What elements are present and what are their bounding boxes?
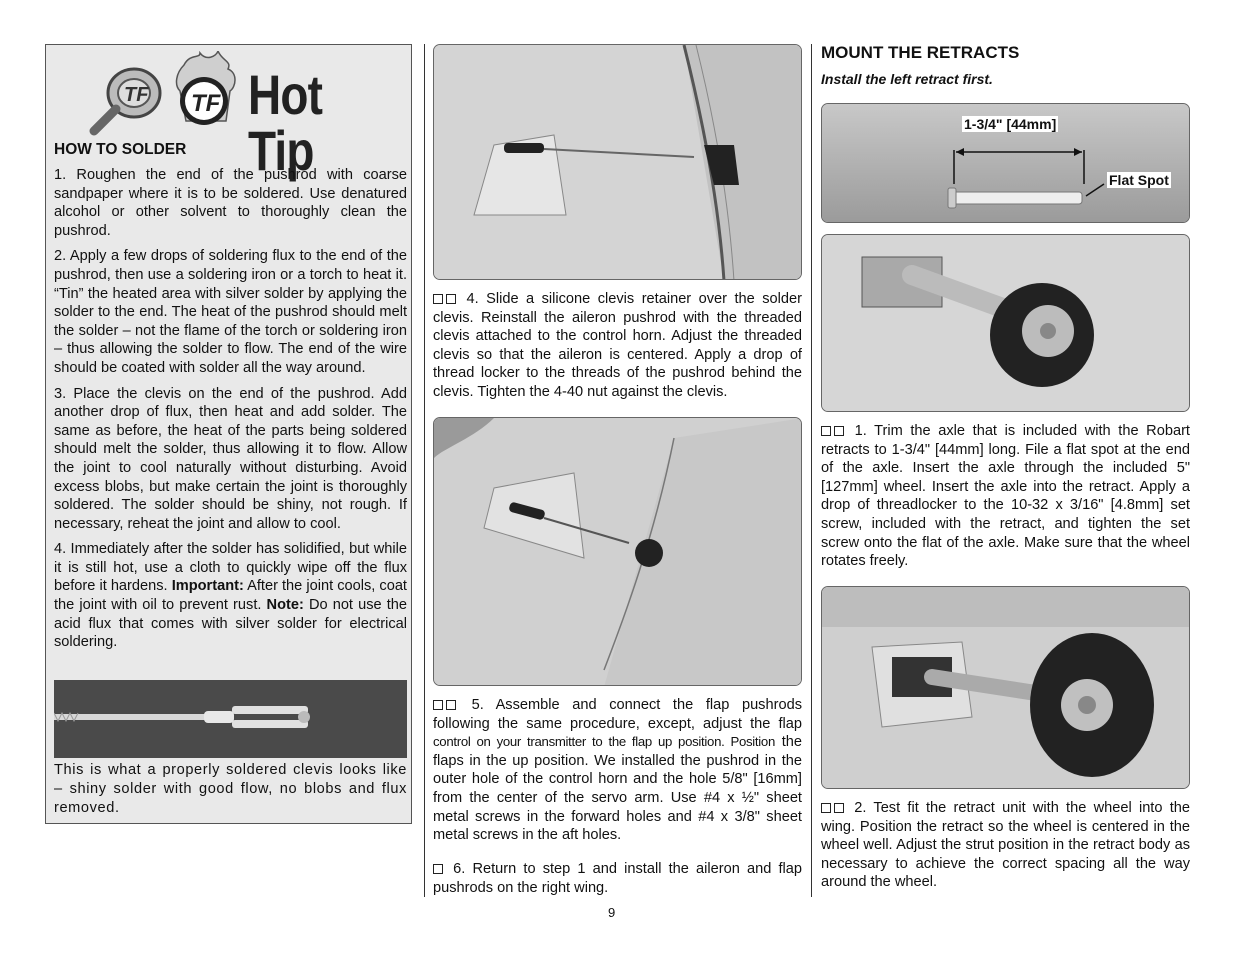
retract-fit-photo <box>821 586 1190 789</box>
solder-step-2: 2. Apply a few drops of soldering flux to the end of the pushrod, then use a soldering iron or a torch to heat it. “Tin” the heated area with silver solder by applying the solder to the end. The heat of the pushrod should melt the solder – not the flame of the torch or soldering iron – thus allowing the solder to flow. The end of the wire should be coated with solder all the way around. <box>54 248 407 376</box>
retract-step-2: 2. Test fit the retract unit with the wheel into the wing. Position the retract so the wheel is centered in the wheel well. Adjust the strut position in the retract body as necessary to achieve the correct spacing all the way around the wheel. <box>821 800 1190 891</box>
mount-retracts-heading: MOUNT THE RETRACTS <box>821 43 1020 62</box>
column-divider <box>424 44 425 897</box>
retract-wheel-photo <box>821 234 1190 412</box>
flap-pushrod-photo <box>433 417 802 686</box>
solder-steps <box>54 166 407 659</box>
how-to-solder-heading: HOW TO SOLDER <box>54 141 187 158</box>
mount-retracts-subheading: Install the left retract first. <box>821 71 993 87</box>
checkbox-icon[interactable] <box>433 864 443 874</box>
checkbox-icon[interactable] <box>433 294 443 304</box>
checkbox-icon[interactable] <box>433 700 443 710</box>
checkbox-icon[interactable] <box>446 294 456 304</box>
solder-step-4: 4. Immediately after the solder has solidified, but while it is still hot, use a cloth to quickly wipe off the flux before it hardens. Important: After the joint cools, coat the joint with oil to prevent rust. Note: Do not use the acid flux that comes with silver solder for electrical soldering. <box>54 541 407 651</box>
hot-tip-title: Hot Tip <box>248 63 323 182</box>
flat-spot-label: Flat Spot <box>1109 172 1169 188</box>
checkbox-icon[interactable] <box>834 803 844 813</box>
middle-step-5: 5. Assemble and connect the flap pushrods following the same procedure, except, adjust the flap control on your transmitter to the flap up position. Position the flaps in the up position. We installed the pushrod in the outer hole of the control horn and the hole 5/8" [16mm] from the center of the servo arm. Use #4 x ½" sheet metal screws in the forward holes and #4 x 3/8" sheet metal screws in the aft holes. <box>433 697 802 844</box>
svg-text:TF: TF <box>191 90 221 117</box>
page-number: 9 <box>608 905 616 920</box>
axle-dimension-label: 1-3/4" [44mm] <box>964 116 1057 132</box>
solder-step-3: 3. Place the clevis on the end of the pushrod. Add another drop of flux, then heat and add solder. The same as before, the heat of the parts being soldered should melt the solder, thus allowing it to flow. Allow the joint to cool naturally without disturbing. Avoid excess blobs, but make certain the joint is thoroughly soldered. The solder should be shiny, not rough. If necessary, reheat the joint and allow to cool. <box>54 385 407 532</box>
soldered-clevis-photo <box>54 680 407 758</box>
hot-tip-box <box>45 44 412 824</box>
aileron-pushrod-photo <box>433 44 802 280</box>
middle-step-4: 4. Slide a silicone clevis retainer over the solder clevis. Reinstall the aileron pushrod with the threaded clevis attached to the control horn. Adjust the threaded clevis so that the aileron is centered. Apply a drop of thread locker to the threads of the pushrod behind the clevis. Tighten the 4-40 nut against the clevis. <box>433 291 802 400</box>
column-divider <box>811 44 812 897</box>
flame-logo-icon <box>177 51 235 125</box>
checkbox-icon[interactable] <box>834 426 844 436</box>
svg-text:TF: TF <box>124 84 149 106</box>
solder-step-1: 1. Roughen the end of the pushrod with coarse sandpaper where it is to be soldered. Use denatured alcohol or other solvent to thoroughly clean the pushrod. <box>54 167 407 239</box>
clevis-caption: This is what a properly soldered clevis looks like – shiny solder with good flow, no blobs and flux removed. <box>54 762 407 816</box>
checkbox-icon[interactable] <box>446 700 456 710</box>
axle-photo <box>821 103 1190 223</box>
checkbox-icon[interactable] <box>821 426 831 436</box>
middle-step-6: 6. Return to step 1 and install the aileron and flap pushrods on the right wing. <box>433 861 802 896</box>
wrench-logo-icon <box>94 69 160 131</box>
checkbox-icon[interactable] <box>821 803 831 813</box>
retract-step-1: 1. Trim the axle that is included with the Robart retracts to 1-3/4" [44mm] long. File a flat spot at the end of the axle. Insert the axle through the included 5" [127mm] wheel. Insert the axle into the retract. Apply a drop of threadlocker to the 10-32 x 3/16" [4.8mm] set screw, included with the retract, and tighten the set screw onto the flat of the axle. Make sure that the wheel rotates freely. <box>821 423 1190 570</box>
